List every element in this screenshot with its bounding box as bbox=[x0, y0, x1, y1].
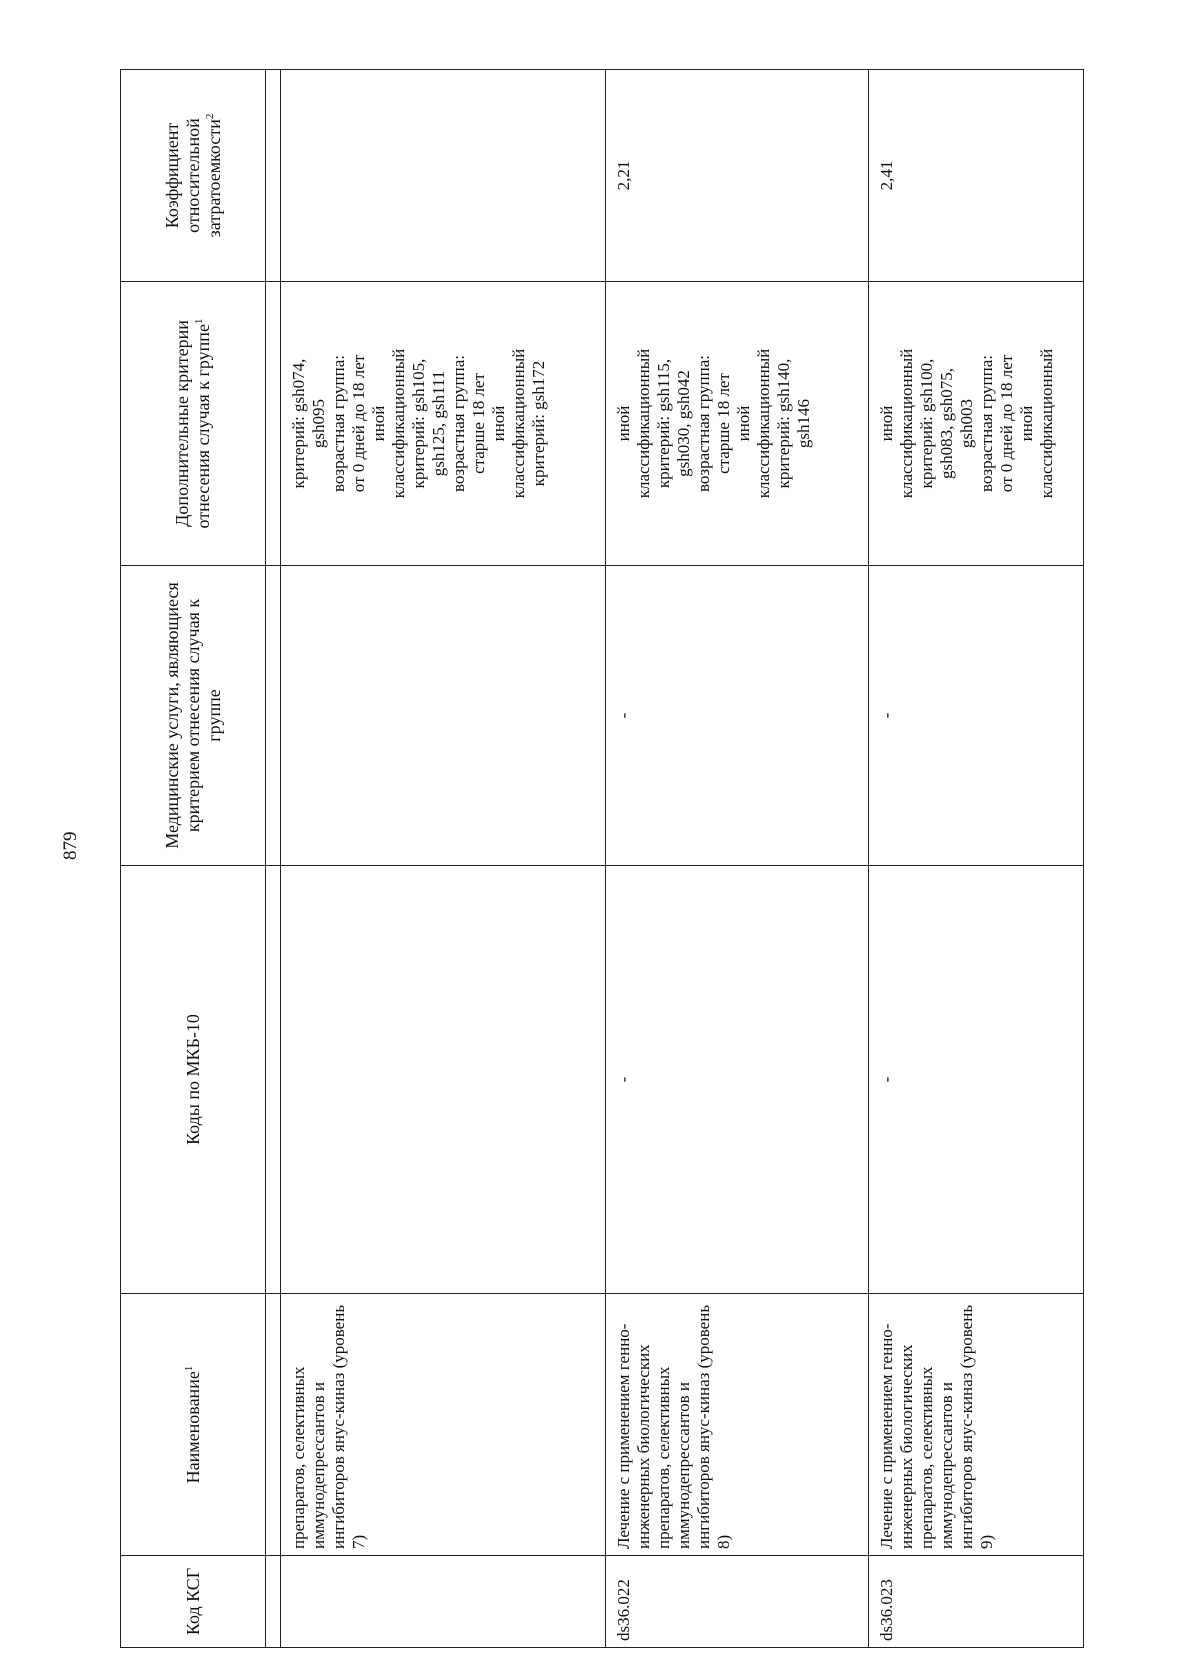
header-code: Код КСГ bbox=[121, 1556, 266, 1648]
table-row bbox=[281, 70, 606, 1648]
header-name: Наименование$^1$ bbox=[121, 1294, 266, 1556]
cell-services: - bbox=[606, 566, 869, 866]
cell-code: ds36.022 bbox=[606, 1556, 869, 1648]
cell-mkb bbox=[281, 866, 606, 1294]
header-mkb: Коды по МКБ-10 bbox=[121, 866, 266, 1294]
page-number: 879 bbox=[60, 831, 81, 860]
cell-criteria: иной классификационный критерий: gsh115, gsh030, gsh042 возрастная группа: старше 18 лет иной классификационный критерий: gsh140, gsh146 bbox=[606, 282, 869, 566]
ksg-table bbox=[120, 69, 1084, 1648]
cell-code bbox=[281, 1556, 606, 1648]
cell-mkb: - bbox=[869, 866, 1084, 1294]
header-criteria: Дополнительные критерии отнесения случая к группе$^1$ bbox=[121, 282, 266, 566]
cell-mkb: - bbox=[606, 866, 869, 1294]
cell-criteria: критерий: gsh074, gsh095 возрастная группа: от 0 дней до 18 лет иной классификационный критерий: gsh105, gsh125, gsh111 возрастная группа: старше 18 лет иной классификационный критерий: gsh172 bbox=[281, 282, 606, 566]
cell-criteria: иной классификационный критерий: gsh100, gsh083, gsh075, gsh003 возрастная группа: от 0 дней до 18 лет иной классификационный bbox=[869, 282, 1084, 566]
cell-coef bbox=[281, 70, 606, 282]
rotated-table-container bbox=[120, 70, 1082, 1648]
cell-services: - bbox=[869, 566, 1084, 866]
table-row bbox=[869, 70, 1084, 1648]
cell-coef: 2,21 bbox=[606, 70, 869, 282]
cell-name: Лечение с применением генно-инженерных биологических препаратов, селективных иммунодепрессантов и ингибиторов янус-киназ (уровень 8) bbox=[606, 1294, 869, 1556]
table-header-row bbox=[121, 70, 266, 1648]
cell-code: ds36.023 bbox=[869, 1556, 1084, 1648]
cell-coef: 2,41 bbox=[869, 70, 1084, 282]
cell-name: препаратов, селективных иммунодепрессантов и ингибиторов янус-киназ (уровень 7) bbox=[281, 1294, 606, 1556]
cell-name: Лечение с применением генно-инженерных биологических препаратов, селективных иммунодепрессантов и ингибиторов янус-киназ (уровень 9) bbox=[869, 1294, 1084, 1556]
cell-services bbox=[281, 566, 606, 866]
header-services: Медицинские услуги, являющиеся критерием отнесения случая к группе bbox=[121, 566, 266, 866]
header-coef: Коэффициент относительной затратоемкости$^2$ bbox=[121, 70, 266, 282]
table-row bbox=[606, 70, 869, 1648]
table-subheader-spacer bbox=[266, 70, 281, 1648]
